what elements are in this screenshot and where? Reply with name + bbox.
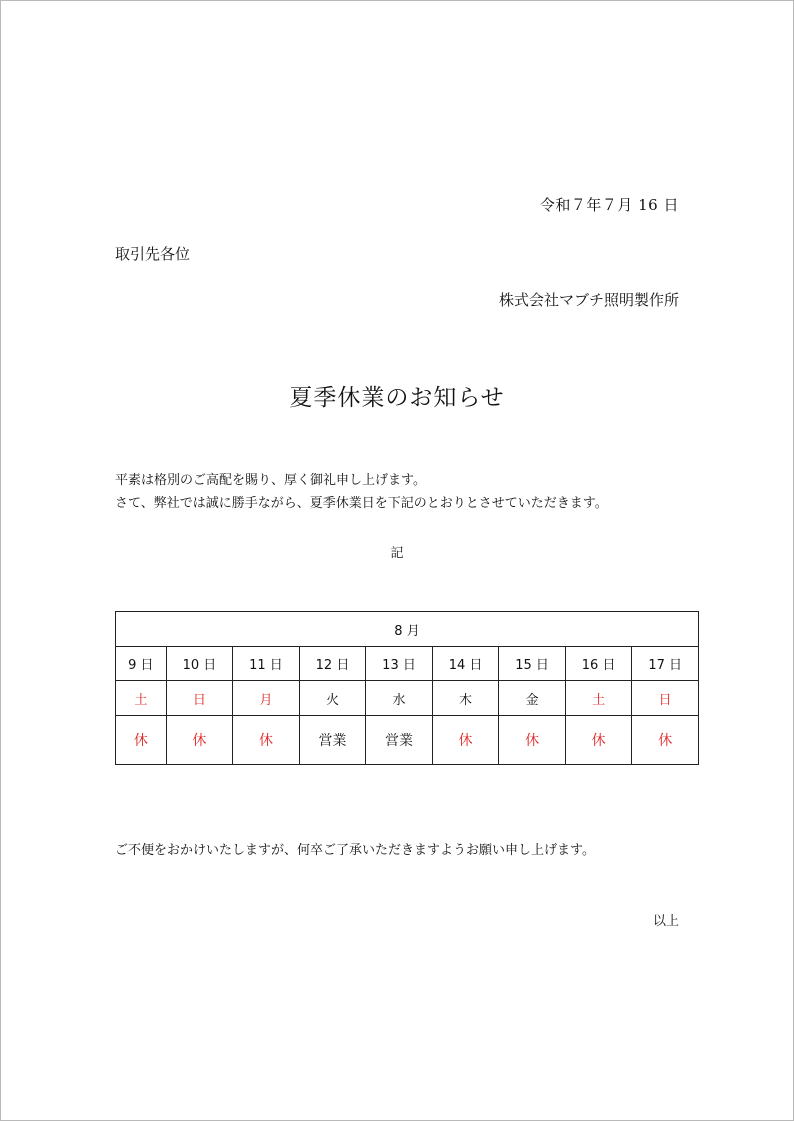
status-cell: 休 xyxy=(116,716,167,765)
status-cell: 営業 xyxy=(366,716,433,765)
weekday-cell: 土 xyxy=(116,681,167,716)
closing-text: ご不便をおかけいたしますが、何卒ご了承いただきますようお願い申し上げます。 xyxy=(115,843,595,858)
ijo-text: 以上 xyxy=(652,914,679,929)
recipient: 取引先各位 xyxy=(115,245,191,263)
body-text xyxy=(115,469,608,515)
weekday-cell: 金 xyxy=(499,681,566,716)
date-cell: 14 日 xyxy=(432,647,499,681)
weekday-cell: 水 xyxy=(366,681,433,716)
status-cell: 休 xyxy=(565,716,632,765)
date-cell: 17 日 xyxy=(632,647,699,681)
status-cell: 休 xyxy=(499,716,566,765)
body-line-2: さて、弊社では誠に勝手ながら、夏季休業日を下記のとおりとさせていただきます。 xyxy=(115,496,608,511)
weekday-cell: 土 xyxy=(565,681,632,716)
sender-company: 株式会社マブチ照明製作所 xyxy=(498,291,679,309)
date-cell: 15 日 xyxy=(499,647,566,681)
weekday-cell: 月 xyxy=(233,681,300,716)
date-cell: 9 日 xyxy=(116,647,167,681)
ki-heading: 記 xyxy=(390,546,404,561)
date-cell: 12 日 xyxy=(299,647,366,681)
date-row xyxy=(116,647,699,681)
weekday-cell: 日 xyxy=(166,681,233,716)
status-cell: 休 xyxy=(632,716,699,765)
date-cell: 11 日 xyxy=(233,647,300,681)
weekday-row xyxy=(116,681,699,716)
date-cell: 16 日 xyxy=(565,647,632,681)
document-date: 令和７年７月 16 日 xyxy=(539,196,679,214)
weekday-cell: 火 xyxy=(299,681,366,716)
status-cell: 休 xyxy=(166,716,233,765)
holiday-schedule-table xyxy=(115,611,699,765)
month-cell: 8 月 xyxy=(116,612,699,647)
document-title: 夏季休業のお知らせ xyxy=(289,385,505,411)
date-cell: 13 日 xyxy=(366,647,433,681)
status-cell: 休 xyxy=(432,716,499,765)
body-line-1: 平素は格別のご高配を賜り、厚く御礼申し上げます。 xyxy=(115,473,426,488)
weekday-cell: 日 xyxy=(632,681,699,716)
month-row xyxy=(116,612,699,647)
status-cell: 休 xyxy=(233,716,300,765)
weekday-cell: 木 xyxy=(432,681,499,716)
status-row xyxy=(116,716,699,765)
date-cell: 10 日 xyxy=(166,647,233,681)
status-cell: 営業 xyxy=(299,716,366,765)
